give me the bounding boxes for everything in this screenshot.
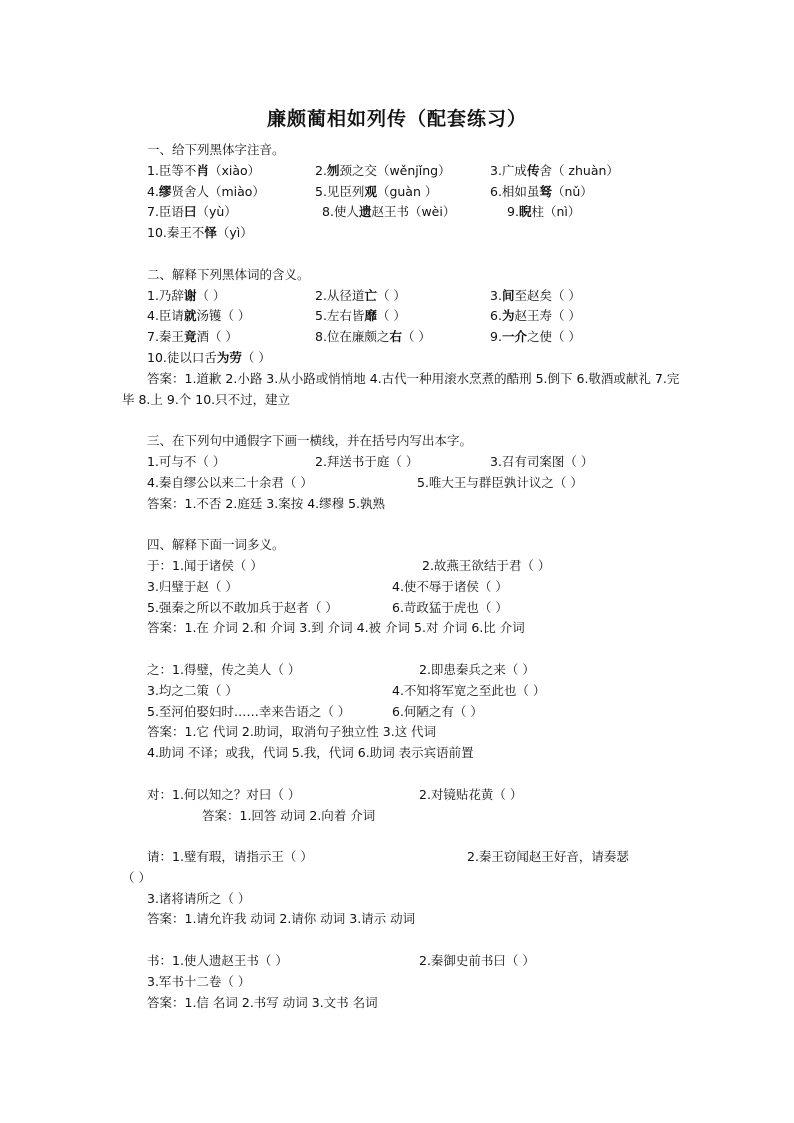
question-item: 10.秦王不怿（yì） bbox=[147, 225, 253, 241]
yu-row-1 bbox=[122, 556, 682, 577]
question-item: 3.诸将请所之（ ） bbox=[147, 890, 251, 906]
question-item: 2.刎颈之交（wěnjǐng） bbox=[315, 162, 451, 178]
question-item: 6.为赵王寿（ ） bbox=[490, 308, 581, 324]
section-3-answer: 答案：1.不否 2.庭廷 3.案按 4.缪穆 5.孰熟 bbox=[147, 495, 386, 511]
question-item: 10.徒以口舌为劳（ ） bbox=[147, 349, 271, 365]
question-item: 8.位在廉颇之右（ ） bbox=[315, 329, 431, 345]
question-item: 4.不知将军宽之至此也（ ） bbox=[392, 682, 546, 698]
section-1-heading: 一、给下列黑体字注音。 bbox=[147, 142, 285, 157]
question-item: 1.可与不（ ） bbox=[147, 453, 226, 469]
question-item: 8.使人遗赵王书（wèi） bbox=[322, 204, 456, 220]
question-item-continued: （ ） bbox=[122, 869, 151, 885]
question-item: 3.归璧于赵（ ） bbox=[147, 578, 238, 594]
question-item: 4.秦自缪公以来二十余君（ ） bbox=[147, 474, 313, 490]
section-1-row-1 bbox=[122, 161, 682, 182]
question-item: 2.秦王窃闻赵王好音，请奏瑟 bbox=[467, 849, 629, 865]
question-item: 6.苛政猛于虎也（ ） bbox=[392, 599, 508, 615]
section-2-row-2 bbox=[122, 306, 682, 327]
zhi-row-1 bbox=[122, 660, 682, 681]
qing-row-1 bbox=[122, 847, 682, 868]
question-item: 9.睨柱（nì） bbox=[507, 204, 581, 220]
document-body bbox=[122, 140, 682, 1013]
question-item: 6.何陋之有（ ） bbox=[392, 703, 483, 719]
question-item: 之：1.得璧，传之美人（ ） bbox=[147, 661, 301, 677]
dui-answer: 答案：1.回答 动词 2.向着 介词 bbox=[202, 807, 376, 823]
section-3-heading: 三、在下列句中通假字下画一横线，并在括号内写出本字。 bbox=[147, 433, 473, 449]
question-item: 4.缪贤舍人（miào） bbox=[147, 183, 265, 199]
question-item: 3.广成传舍（ zhuàn） bbox=[490, 162, 619, 178]
question-item: 2.故燕王欲结于君（ ） bbox=[422, 557, 551, 573]
zhi-row-3 bbox=[122, 702, 682, 723]
section-2-row-3 bbox=[122, 327, 682, 348]
question-item: 6.相如虽驽（nǔ） bbox=[490, 183, 593, 199]
dui-row-1 bbox=[122, 785, 682, 806]
question-item: 书：1.使人遗赵王书（ ） bbox=[147, 953, 288, 969]
question-item: 5.左右皆靡（ ） bbox=[315, 308, 406, 324]
question-item: 对：1.何以知之？对曰（ ） bbox=[147, 786, 301, 802]
question-item: 2.从径道亡（ ） bbox=[315, 287, 406, 303]
question-item: 5.见臣列观（guàn ） bbox=[315, 183, 438, 199]
question-item: 2.对镜贴花黄（ ） bbox=[419, 786, 523, 802]
page-title: 廉颇蔺相如列传（配套练习） bbox=[266, 108, 527, 130]
question-item: 1.乃辞谢（ ） bbox=[147, 287, 226, 303]
question-item: 3.军书十二卷（ ） bbox=[147, 973, 251, 989]
yu-row-2 bbox=[122, 577, 682, 598]
question-item: 7.秦王竟酒（ ） bbox=[147, 329, 238, 345]
question-item: 5.强秦之所以不敢加兵于赵者（ ） bbox=[147, 599, 338, 615]
question-item: 2.秦御史前书曰（ ） bbox=[419, 953, 535, 969]
question-item: 5.唯大王与群臣孰计议之（ ） bbox=[417, 474, 583, 490]
question-item: 4.臣请就汤镬（ ） bbox=[147, 308, 251, 324]
section-4-heading: 四、解释下面一词多义。 bbox=[147, 537, 285, 553]
question-item: 4.使不辱于诸侯（ ） bbox=[392, 578, 508, 594]
question-item: 1.臣等不肖（xiào） bbox=[147, 162, 261, 178]
yu-row-3 bbox=[122, 598, 682, 619]
question-item: 2.即患秦兵之来（ ） bbox=[419, 661, 535, 677]
section-1-row-3 bbox=[122, 202, 682, 223]
zhi-row-2 bbox=[122, 681, 682, 702]
section-1-row-2 bbox=[122, 182, 682, 203]
question-item: 3.间至赵矣（ ） bbox=[490, 287, 581, 303]
question-item: 5.至河伯娶妇时……幸来告语之（ ） bbox=[147, 703, 351, 719]
zhi-answer-1: 答案：1.它 代词 2.助词，取消句子独立性 3.这 代词 bbox=[147, 724, 437, 740]
question-item: 3.召有司案图（ ） bbox=[490, 453, 594, 469]
section-2-answer: 答案：1.道歉 2.小路 3.从小路或悄悄地 4.古代一种用滚水烹煮的酷刑 5.倒下 6.敬酒或献礼 7.完毕 8.上 9.个 10.只不过，建立 bbox=[122, 370, 680, 407]
question-item: 9.一介之使（ ） bbox=[490, 329, 581, 345]
question-item: 请：1.璧有瑕，请指示王（ ） bbox=[147, 849, 313, 865]
shu-answer: 答案：1.信 名词 2.书写 动词 3.文书 名词 bbox=[147, 994, 378, 1010]
yu-answer: 答案：1.在 介词 2.和 介词 3.到 介词 4.被 介词 5.对 介词 6.比 介词 bbox=[147, 620, 525, 636]
zhi-answer-2: 4.助词 不译；或我，代词 5.我，代词 6.助词 表示宾语前置 bbox=[147, 745, 474, 761]
question-item: 3.均之二策（ ） bbox=[147, 682, 238, 698]
section-2-row-1 bbox=[122, 286, 682, 307]
question-item: 7.臣语曰（yù） bbox=[147, 204, 237, 220]
section-2-heading: 二、解释下列黑体词的含义。 bbox=[147, 266, 310, 282]
shu-row-1 bbox=[122, 951, 682, 972]
qing-answer: 答案：1.请允许我 动词 2.请你 动词 3.请示 动词 bbox=[147, 911, 416, 927]
section-3-row-1 bbox=[122, 452, 682, 473]
question-item: 2.拜送书于庭（ ） bbox=[315, 453, 419, 469]
question-item: 于：1.闻于诸侯（ ） bbox=[147, 557, 263, 573]
section-3-row-2 bbox=[122, 473, 682, 494]
